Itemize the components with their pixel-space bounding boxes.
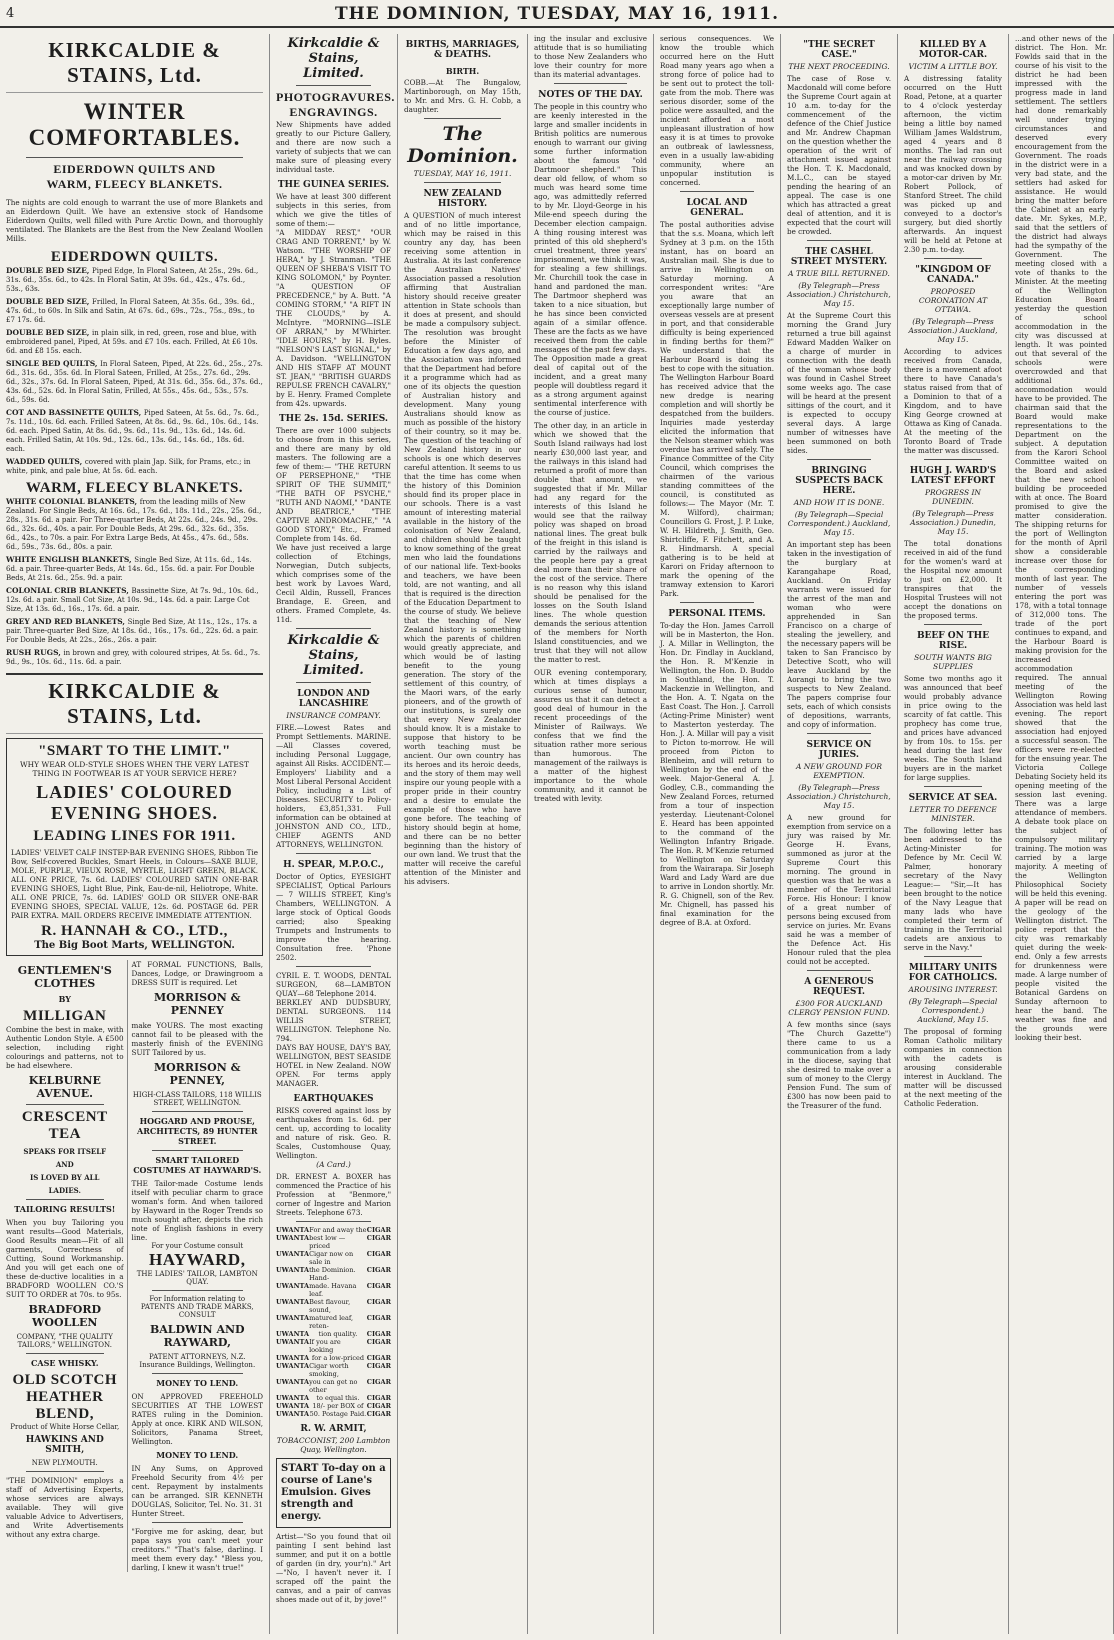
arousing-sub: AROUSING INTEREST.: [908, 985, 998, 994]
continued-text: serious consequences. We know the trouble which occurred here on the Hutt Road many years ago when a strong force of police had to be sent out to protect the toll-gate from the mob. There was serious disorder, some of the police were assaulted, and the incident afforded a most unpleasant illustration of how easy it is at times to provoke an outbreak of lawlessness, even in a usually law-abiding community, where an unpopular institution is concerned.: [660, 34, 774, 187]
divider: [807, 240, 871, 241]
blanket-item-name: WHITE COLONIAL BLANKETS,: [6, 497, 140, 506]
series2-text-2: We have just received a large collection of Etchings, Norwegian, Dutch subjects, which comprises some of the best work by Lavoes Ward, Cecil Aldin, Russell, Frances Brandage, E. Green, and others. Framed Complete, 4s. 11d.: [276, 543, 391, 624]
photo-text: New Shipments have added greatly to our Picture Gallery, and there are now such a variety of subjects that we can make sure of pleasing every individual taste.: [276, 120, 391, 174]
generous-heading: A GENEROUS REQUEST.: [804, 977, 874, 997]
uwanta-brand: UWANTA: [276, 1378, 310, 1386]
divider: [554, 83, 627, 84]
uwanta-copy: you can get no other: [309, 1378, 358, 1394]
uwanta-cigar: CIGAR: [366, 1226, 391, 1234]
milligan-name: MILLIGAN: [23, 1008, 107, 1024]
blanket-item: [6, 586, 263, 614]
divider: [807, 970, 871, 971]
hawkins-name: HAWKINS AND SMITH,: [25, 1435, 104, 1455]
quilts-heading: EIDERDOWN QUILTS.: [50, 249, 219, 265]
continued-text: ing the insular and exclusive attitude that is so humiliating to those New Zealanders who love their country for more than its material advantages.: [534, 34, 647, 79]
hayward-sub: THE LADIES' TAILOR, LAMBTON QUAY.: [136, 1270, 258, 1286]
smart-tailored-text: THE Tailor-made Costume lends itself with peculiar charm to grace woman's form. And when tailored by Hayward in the Roger Trends so much sought after, depicts the rich note of English fashions in every line.: [131, 1179, 263, 1242]
kirkcaldie-shoes-advert: [6, 673, 263, 734]
hawkins-sub: NEW PLYMOUTH.: [31, 1459, 98, 1467]
nz-history-body: A QUESTION of much interest and of no little importance, which may be raised in this country any day, has been receiving some attention in Australia. At its last conference the Australian Natives' Association passed a resolution affirming that Australian history should receive greater attention in State schools than it does at present, and should be made a compulsory subject. The resolution was brought before the Minister of Education a few days ago, and the Association was informed that the Department had before it a programme which had as one of its objects the question of Australian history and development. Many young Australians should know as much as possible of the history of their country, so it may be. The question of the teaching of New Zealand history in our schools is one which deserves careful attention. It seems to us that the time has come when the history of this Dominion should find its proper place in our schools. There is a vast amount of interesting material available in the history of the colonisation of New Zealand, and children should be taught to know something of the great men who laid the foundations of our national life. Text-books and teachers, we have been told, are not wanting, and all that is required is the direction of the Education Department to the course of study. We believe that the teaching of New Zealand history is something which the parents of children would greatly appreciate, and which would be of lasting benefit to the young generation. The story of the settlement of this country, of the Maori wars, of the early pioneers, and of the growth of our institutions, is surely one that every New Zealander should know. It is a mistake to suppose that history to be worth teaching must be ancient. Our own country has its heroes and its heroic deeds, and the story of them may well inspire our young people with a proper pride in their country and a desire to emulate the example of those who have gone before. The teaching of history should begin at home, and there can be no better beginning than the history of our own land. We trust that the matter will receive the careful attention of the Minister and his advisers.: [404, 211, 521, 886]
uwanta-copy: for a low-priced: [311, 1354, 365, 1362]
quilt-item-desc: covered with plain Jap. Silk, for Prams, etc.; in white, pink, and pale blue, At 5s. 6d. each.: [6, 458, 251, 475]
divider: [152, 1290, 243, 1291]
divider: [296, 85, 371, 86]
tea-line-2: AND: [55, 1160, 74, 1169]
uwanta-row: [276, 1234, 391, 1250]
hayward-name: HAYWARD,: [149, 1250, 246, 1269]
uwanta-copy: If you are looking: [309, 1338, 341, 1354]
column-8: [1009, 34, 1114, 1634]
column-5: [654, 34, 781, 1634]
small-ads-left: [6, 960, 128, 1572]
sea-body: The following letter has been addressed to the Acting-Minister for Defence by Mr. Cecil W. Palmer, honorary secretary of the Navy League:— "Sir,—It has been brought to the notice of the Navy League that many lads who have completed their term of training in the Territorial cadets are anxious to serve in the Navy.": [904, 826, 1002, 952]
blanket-item-desc: from the leading mills of New Zealand. For Single Beds, At 16s. 6d., 17s. 6d., 18s. 11d., 22s., 25s. 6d., 28s., 31s. 6d. a pair. For Three-quarter Beds, At 22s. 6d., 24s. 9d., 29s. 6d., 32s. 6d., 40s. a pair. For Double Beds, At 29s. 6d., 32s. 6d., 35s. 6d., 42s., to 70s. a pair. For Extra Large Beds, At 45s., 47s. 6d., 58s. 6d., 59s., 73s. 6d., 80s. a pair.: [6, 498, 262, 551]
guinea-text: We have at least 300 different subjects in this series, from which we give the titles of some of them:—: [276, 192, 391, 228]
births-heading: BIRTHS, MARRIAGES, & DEATHS.: [405, 40, 520, 60]
money-heading-2: MONEY TO LEND.: [156, 1450, 239, 1460]
by-label: BY: [58, 994, 71, 1004]
whisky-name-1: OLD SCOTCH: [12, 1372, 118, 1388]
quilt-item: [6, 297, 263, 325]
cashel-body: At the Supreme Court this morning the Grand Jury returned a true bill against Edward Madden Walker on a charge of murder in connection with the death of the woman whose body was found in Cashel Street some weeks ago. The case will be heard at the present sittings of the court, and it is expected to occupy several days. A large number of witnesses have been summoned on both sides.: [787, 311, 891, 455]
quilt-item-desc: in plain silk, in red, green, rose and blue, with embroidered panel, Piped, At 59s. and £7 10s. each. Frilled, At £6 10s. 6d. and £8 15s. each.: [6, 329, 258, 355]
uwanta-brand: UWANTA: [276, 1402, 310, 1410]
uwanta-brand: UWANTA: [276, 1250, 310, 1258]
juries-body: A new ground for exemption from service on a jury was raised by Mr. George H. Evans, summoned as juror at the Supreme Court this morning. The ground in question was that he was a member of the Territorial Force. His Honour: I know of a great number of persons being excused from service on juries. Mr. Evans said he was a member of the Defence Act. His Honour ruled that the plea could not be accepted.: [787, 813, 891, 966]
quilt-item: [6, 408, 263, 454]
uwanta-brand: UWANTA: [276, 1298, 310, 1306]
dunedin-sub: PROGRESS IN DUNEDIN.: [924, 488, 981, 506]
uwanta-copy: For and away the: [309, 1226, 367, 1234]
uwanta-copy: made. Havana leaf.: [309, 1282, 357, 1298]
blankets-heading: WARM, FLEECY BLANKETS.: [25, 480, 244, 496]
victim-sub: VICTIM A LITTLE BOY.: [908, 62, 998, 71]
secret-case-body: The case of Rose v. Macdonald will come before the Supreme Court again at 10 a.m. to-day for the commencement of the defence of the Chief Justice and Mr. Andrew Chapman on the question whether the operation of the writ of attachment issued against the Hon. T. K. Macdonald, M.L.C., can be stayed pending the hearing of an appeal. The case is one which has attracted a great deal of attention, and it is expected that the court will be crowded.: [787, 74, 891, 236]
blanket-item-desc: Bassinette Size, At 7s. 9d., 10s. 6d., 12s. 6d. a pair. Small Cot Size, At 10s. 9d., 14s. 6d. a pair. Large Cot Size, At 13s. 6d., 16s., 17s. 6d. a pair.: [6, 587, 259, 613]
london-heading: LONDON AND LANCASHIRE: [297, 689, 370, 709]
how-done: AND HOW IT IS DONE.: [793, 498, 885, 507]
killed-heading: KILLED BY A MOTOR-CAR.: [918, 40, 988, 60]
uwanta-cigar: CIGAR: [366, 1314, 391, 1322]
uwanta-cigar: CIGAR: [366, 1354, 391, 1362]
divider: [26, 1471, 104, 1472]
smart-subheading: WHY WEAR OLD-STYLE SHOES WHEN THE VERY LATEST THING IN FOOTWEAR IS AT YOUR SERVICE HERE?: [19, 760, 250, 778]
birth-text: COBB.—At The Bungalow, Martinborough, on May 15th, to Mr. and Mrs. G. H. Cobb, a daughter.: [404, 78, 521, 114]
divider: [924, 459, 982, 460]
spear-text: Doctor of Optics, EYESIGHT SPECIALIST, Optical Parlours— 7 WILLIS STREET, King's Chambers, WELLINGTON. A large stock of Optical Goods carried; also Speaking Trumpets and Instruments to improve the hearing. Consultation free. 'Phone 2502.: [276, 872, 391, 962]
blanket-item-desc: in brown and grey, with coloured stripes, At 5s. 6d., 7s. 9d., 9s., 10s. 6d., 11s. 6d. a pair.: [6, 649, 261, 666]
forgive-joke: "Forgive me for asking, dear, but papa says you can't meet your creditors." "That's false, darling. I meet them every day." "Bless you, darling, I knew it wasn't true!": [131, 1527, 263, 1572]
hannah-subtitle: The Big Boot Marts, WELLINGTON.: [34, 940, 235, 951]
artist-joke: Artist—"So you found that oil painting I sent behind last summer, and put it on a bottle of garden (in dry, your'n)." Art—"No, I haven't never it. I scraped off the paint the canvas, and a pair of canvas shoes made out of it, by jove!": [276, 1532, 391, 1604]
guinea-heading: THE GUINEA SERIES.: [277, 180, 390, 190]
blanket-item-name: COLONIAL CRIB BLANKETS,: [6, 586, 132, 595]
uwanta-row: [276, 1314, 391, 1330]
patents-heading: For Information relating to PATENTS AND TRADE MARKS, CONSULT: [140, 1295, 254, 1319]
smart-tailored: SMART TAILORED COSTUMES AT HAYWARD'S.: [133, 1155, 262, 1175]
uwanta-copy: Cigar now on sale in: [309, 1250, 354, 1266]
divider: [680, 191, 754, 192]
blanket-list: [6, 497, 263, 667]
quilt-item: [6, 266, 263, 294]
uwanta-copy: best low — priced: [309, 1234, 346, 1250]
quilt-item-desc: In Floral Sateen, Piped, At 22s. 6d., 25s., 27s. 6d., 31s. 6d., 35s. 6d. In Floral Sateen, Frilled, At 25s., 27s. 6d., 29s. 6d., 32s., 37s. 6d. In Floral Sateen, Piped, At 31s. 6d., 35s. 6d., 37s. 6d., 43s. 6d., 52s. 6d. In Floral Satin, Frilled, At 55s., 45s. 6d., 53s., 57s. 6d., 59s. 6d.: [6, 360, 263, 404]
uwanta-brand: UWANTA: [276, 1330, 310, 1338]
boxer-advert: DR. ERNEST A. BOXER has commenced the Practice of his Profession at "Benmore," corner of Ingestre and Marion Streets. Telephone 673.: [276, 1172, 391, 1217]
page-number: 4: [6, 6, 15, 21]
tea-line-4: LADIES.: [48, 1186, 81, 1195]
uwanta-cigar: CIGAR: [366, 1394, 391, 1402]
firm-name: KIRKCALDIE & STAINS, Ltd.: [48, 38, 221, 87]
uwanta-cigar: CIGAR: [366, 1266, 391, 1274]
quilt-item-name: WADDED QUILTS,: [6, 457, 85, 466]
series2-text: There are over 1000 subjects to choose from in this series, and there are many by old masters. The following are a few of them:— "THE RETURN OF PERSEPHONE," "THE SPIRIT OF THE SUMMIT," "THE BATH OF PSYCHE," "RUTH AND NAOMI," "DANTE AND BEATRICE," "THE CAPTIVE ANDROMACHE," "A GOOD STORY," Etc., Framed Complete from 14s. 6d.: [276, 426, 391, 543]
divider: [296, 628, 371, 629]
suspects-body: An important step has been taken in the investigation of the burglary at Karangahape Road, Auckland. On Friday warrants were issued for the arrest of the man and woman who were apprehended in San Francisco on a charge of stealing the jewellery, and the necessary papers will be taken to San Francisco by Detective Scott, who will leave Auckland by the Aorangi to bring the two suspects to New Zealand. The papers comprise four sets, each of which consists of depositions, warrants, and copy of information.: [787, 540, 891, 729]
card-label: (A Card.): [316, 1160, 351, 1169]
tailoring-text: When you buy Tailoring you want results—Good Materials, Good Results mean—Fit of all garments, Correctness of Cutting, Sound Workmanship. And you will get each one of these de-ductive localities in a BRADFORD WOOLLEN CO.'S SUIT TO ORDER at 70s. to 95s.: [6, 1218, 124, 1299]
letter-sub: LETTER TO DEFENCE MINISTER.: [909, 805, 997, 823]
uwanta-cigar: CIGAR: [366, 1378, 391, 1386]
series2-heading: THE 2s. 15d. SERIES.: [278, 414, 389, 424]
quilt-item-desc: Piped Edge, In Floral Sateen, At 25s., 29s. 6d., 31s. 6d., 35s. 6d., to 42s. In Floral Satin, At 39s. 6d., 42s., 47s. 6d., 53s., 63s.: [6, 267, 259, 293]
paper-title: The Dominion.: [407, 123, 518, 167]
uwanta-brand: UWANTA: [276, 1282, 310, 1290]
morrison-name: MORRISON & PENNEY: [154, 991, 241, 1017]
suspects-heading: BRINGING SUSPECTS BACK HERE.: [795, 466, 883, 496]
blanket-item-desc: Single Bed Size, At 11s., 12s., 17s. a pair. Three-quarter Bed Size, At 18s. 6d., 16s., 17s. 6d., 22s. 6d. a pair. For Double Beds, At 22s., 26s., 26s. a pair.: [6, 618, 259, 644]
tailoring-heading: TAILORING RESULTS!: [14, 1204, 116, 1214]
quilt-item-desc: Frilled, In Floral Sateen, At 35s. 6d., 39s. 6d., 47s. 6d., to 60s. In Silk and Satin, At 67s. 6d., 69s., 72s., 75s., 89s., to £7 17s. 6d.: [6, 298, 255, 324]
uwanta-row: [276, 1338, 391, 1354]
guinea-list: "A MIDDAY REST," "OUR CRAG AND TORRENT," by W. Watson. "THE WORSHIP OF HERA," by J. Stranman. "THE QUEEN OF SHEBA'S VISIT TO KING SOLOMON," by Poynter. "A QUESTION OF PRECEDENCE," by A. Butt. "A COMING STORM," "A RIFT IN THE CLOUDS," by A. McIntyre. "MORNING—ISLE OF ARRAN," by M'Whirter. "IDLE HOURS," by H. Byles. "NELSON'S LAST SIGNAL," by A. Davidson. "WELLINGTON AND HIS STAFF AT MOUNT ST. JEAN," "BRITISH GUARDS REPULSE FRENCH CAVALRY," by E. Henry. Framed Complete from 42s. upwards.: [276, 228, 391, 408]
ward-heading: HUGH J. WARD'S LATEST EFFORT: [909, 466, 997, 486]
uwanta-row: [276, 1402, 391, 1410]
telegraph-3: (By Telegraph—Special Correspondent.) Auckland, May 15.: [908, 997, 998, 1024]
uwanta-row: [276, 1282, 391, 1298]
quilt-item-name: DOUBLE BED SIZE,: [6, 297, 93, 306]
eiderdown-subheading: EIDERDOWN QUILTS AND WARM, FLEECY BLANKETS.: [46, 162, 223, 191]
small-ads-right: [132, 960, 263, 1572]
whisky-top: CASE WHISKY.: [31, 1358, 99, 1368]
milligan-text: Combine the best in make, with Authentic London Style. A £500 selection, including right colourings and patterns, not to be had elsewhere.: [6, 1025, 124, 1070]
blanket-item: [6, 617, 263, 645]
quilt-item-desc: Piped Sateen, At 5s. 6d., 7s. 6d., 7s. 11d., 10s. 6d. each. Frilled Sateen, At 8s. 6d., 9s. 6d., 10s. 6d., 14s. 6d. each. Piped Satin, At 8s. 6d., 9s. 6d., 11s. 9d., 13s. 6d., 14s. 6d. each. Frilled Satin, At 10s. 9d., 12s. 6d., 13s. 6d., 14s. 6d., 18s. 6d. each.: [6, 409, 260, 453]
winter-intro: The nights are cold enough to warrant the use of more Blankets and an Eiderdown Quilt. We have an extensive stock of Handsome Eiderdown Quilts, well filled with Pure Arctic Down, and thoroughly ventilated. The Blankets are the Best from the New Zealand Woollen Mills.: [6, 198, 263, 243]
divider: [924, 786, 982, 787]
uwanta-row: [276, 1394, 391, 1402]
notes-body-1: The people in this country who are keenly interested in the large and smaller incidents in British politics are numerous enough to warrant our giving some further information about the famous "old Dartmoor shepherd." This dear old fellow, of whom so much was heard some time ago, was admittedly referred to by Mr. Lloyd-George in his Mile-end speech during the December election campaign. A thing rousing interest was printed of this old shepherd's cruel treatment, three years' imprisonment, we think it was, for stealing a few shillings. Mr. Churchill took the case in hand and pardoned the man. The Dartmoor shepherd was taken to a nice situation, but he has since been convicted again of a similar offence. These are the facts as we have received them from the cable messages of the past few days. The Opposition made a great deal of capital out of the incident, and a great many people will doubtless regard it as a strong argument against sentimental interference with the course of justice.: [534, 102, 647, 417]
uwanta-row: [276, 1354, 391, 1362]
winter-heading: WINTER COMFORTABLES.: [28, 99, 241, 150]
telegraph-1: (By Telegraph—Press Association.) Christchurch, May 15.: [787, 281, 891, 308]
morrison-address: HIGH-CLASS TAILORS, 118 WILLIS STREET, WELLINGTON.: [132, 1091, 262, 1107]
column-2: [270, 34, 398, 1634]
divider: [152, 1150, 243, 1151]
divider: [424, 182, 501, 183]
blanket-item-name: WHITE ENGLISH BLANKETS,: [6, 555, 135, 564]
telegraph-2: (By Telegraph—Special Correspondent.) Auckland, May 15.: [787, 510, 891, 537]
shoe-descriptions: LADIES' VELVET CALF INSTEP-BAR EVENING SHOES, Ribbon Tie Bow, Self-covered Buckles, Smart Heels, in Colours—SAXE BLUE, MOLE, PURPLE, VIEUX ROSE, MYRTLE, LIGHT GREEN, BLACK. ALL ONE PRICE, 7s. 6d. LADIES' COLOURED SATIN ONE-BAR EVENING SHOES, Light Blue, Pink, Eau-de-nil, Heliotrope, White. ALL ONE PRICE, 7s. 6d. LADIES' GOLD OR SILVER ONE-BAR EVENING SHOES, SPECIAL VALUE, 12s. 6d. POSTAGE 6d. PER PAIR EXTRA. MAIL ORDERS RECEIVE IMMEDIATE ATTENTION.: [11, 848, 258, 920]
telegraph-2: (By Telegraph—Press Association.) Dunedin, May 15.: [910, 509, 996, 536]
blanket-item-name: RUSH RUGS,: [6, 648, 64, 657]
kingdom-body: According to advices received from Canada, there is a movement afoot there to have Canada's status raised from that of a Dominion to that of a Kingdom, and to have King George crowned at Ottawa as King of Canada. At the meeting of the Toronto Board of Trade the matter was discussed.: [904, 347, 1002, 455]
divider: [152, 1373, 243, 1374]
newspaper-title: THE DOMINION, TUESDAY, MAY 16, 1911.: [334, 4, 780, 24]
sea-heading: SERVICE AT SEA.: [908, 793, 998, 803]
uwanta-copy: tion quality.: [318, 1330, 358, 1338]
beef-heading: BEEF ON THE RISE.: [916, 631, 990, 651]
local-body: The postal authorities advise that the s.s. Moana, which left Sydney at 3 p.m. on the 15th instant, has on board an Australian mail. She is due to arrive in Wellington on Saturday morning. A correspondent writes: "Are you aware that an exceptionally large number of overseas vessels are at present in port, and that considerable difficulty is being experienced in finding berths for them?" We understand that the Harbour Board is doing its best to cope with the situation. The Wellington Harbour Board has received advice that the new dredge is nearing completion and will shortly be despatched from the builders. Inquiries made yesterday elicited the information that the Nelson steamer which was overdue has arrived safely. The Finance Committee of the City Council, which comprises the chairmen of the various standing committees of the council, is constituted as follows:— The Mayor (Mr. T. M. Wilford), chairman; Councillors G. Frost, J. P. Luke, W. H. Hildreth, J. Smith, Geo. Shirtcliffe, F. Fitchett, and A. R. Hindmarsh. A special gathering is to be held at Karori on Friday afternoon to mark the opening of the tramway extension to Karori Park.: [660, 220, 774, 598]
dominion-notice: "THE DOMINION" employs a staff of Advertising Experts, whose services are always available. They will give valuable Advice to Advertisers, and Write Advertisements without any extra charge.: [6, 1476, 124, 1539]
armit-name: R. W. ARMIT,: [300, 1424, 367, 1434]
whisky-product: Product of White Horse Cellar,: [10, 1423, 120, 1431]
divider: [26, 157, 243, 158]
kingdom-heading: "KINGDOM OF CANADA.": [915, 265, 991, 285]
morrison-name-2: MORRISON & PENNEY,: [154, 1061, 241, 1087]
uwanta-cigar: CIGAR: [366, 1410, 391, 1418]
uwanta-copy: matured leaf, reten-: [309, 1314, 354, 1330]
killed-body: A distressing fatality occurred on the Hutt Road, Petone, at a quarter to 4 o'clock yesterday afternoon, the victim being a little boy named William James Waldstrum, aged 4 years and 8 months. The lad ran out near the railway crossing and was knocked down by a motor-car driven by Mr. Robert Pollock, of Stanford Street. The child was picked up and conveyed to a doctor's surgery, but died shortly afterwards. An inquest will be held at Petone at 2.30 p.m. to-day.: [904, 74, 1002, 254]
personal-heading: PERSONAL ITEMS.: [668, 609, 766, 619]
photogravures-heading: PHOTOGRAVURES.: [276, 90, 395, 104]
blanket-item: [6, 555, 263, 583]
uwanta-cigar: CIGAR: [366, 1362, 391, 1370]
quilt-item: [6, 359, 263, 405]
firm-name-2: KIRKCALDIE & STAINS, Ltd.: [48, 679, 221, 728]
bradford-name: BRADFORD WOOLLEN: [28, 1303, 102, 1329]
london-sub: INSURANCE COMPANY.: [286, 711, 381, 720]
quilt-item: [6, 457, 263, 476]
berkley-advert: BERKLEY AND DUDSBURY, DENTAL SURGEONS. 114 WILLIS STREET, WELLINGTON. Telephone No. 794.: [276, 998, 391, 1043]
blanket-item: [6, 497, 263, 552]
blanket-item-name: GREY AND RED BLANKETS,: [6, 617, 128, 626]
uwanta-copy: the Dominion. Hand-: [309, 1266, 356, 1282]
divider: [807, 733, 871, 734]
kingdom-sub: PROPOSED CORONATION AT OTTAWA.: [918, 287, 988, 314]
uwanta-copy: Best flavour, sound,: [309, 1298, 351, 1314]
uwanta-brand: UWANTA: [276, 1234, 310, 1242]
military-heading: MILITARY UNITS FOR CATHOLICS.: [908, 963, 998, 983]
woods-advert: CYRIL E. T. WOODS, DENTAL SURGEON, 68—LAMBTON QUAY—68 Telephone 2014.: [276, 971, 391, 998]
gents-clothes: GENTLEMEN'S CLOTHES: [17, 964, 112, 990]
divider: [26, 1104, 104, 1105]
uwanta-brand: UWANTA: [276, 1226, 310, 1234]
divider: [924, 258, 982, 259]
generous-body: A few months since (says "The Church Gazette") there came to us a communication from a lady in the diocese, saying that she desired to make over a sum of money to the Clergy Pension Fund. The sum of £300 has now been paid to the Treasurer of the fund.: [787, 1020, 891, 1110]
uwanta-row: [276, 1250, 391, 1266]
column-6: [781, 34, 898, 1634]
divider: [807, 459, 871, 460]
notes-body-2: The other day, in an article in which we showed that the South Island railways had lost nearly £30,000 last year, and the railways in this island had returned a profit of more than double that amount, we suggested that if Mr. Millar had any regard for the interests of this Island he would see that the railway policy was shaped on broad national lines. The great bulk of the freight in this island is carried by the railways and the people here pay a great deal more than their share of the cost of the service. There is no reason why this island should be penalised for the losses on the South Island lines. The whole question demands the serious attention of the members for North Island constituencies, and we trust that they will not allow the matter to rest.: [534, 421, 647, 664]
divider: [152, 1111, 243, 1112]
uwanta-cigar: CIGAR: [366, 1330, 391, 1338]
tea-line-1: SPEAKS FOR ITSELF: [23, 1147, 107, 1156]
uwanta-brand: UWANTA: [276, 1394, 310, 1402]
hannah-advert: [6, 738, 263, 956]
uwanta-brand: UWANTA: [276, 1338, 310, 1346]
baldwin-name: BALDWIN AND RAYWARD,: [149, 1323, 245, 1349]
armit-sub: TOBACCONIST, 200 Lambton Quay, Wellington.: [276, 1436, 391, 1454]
telegraph-1: (By Telegraph—Press Association.) Auckland, May 15.: [908, 317, 998, 344]
earthquakes-text: RISKS covered against loss by earthquakes from 1s. 6d. per cent. up, according to locality and nature of risk. Geo. R. Scales, Customhouse Quay, Wellington.: [276, 1106, 391, 1160]
divider: [924, 624, 982, 625]
divider: [296, 966, 371, 967]
nz-history-heading: NEW ZEALAND HISTORY.: [423, 189, 502, 209]
uwanta-cigar: CIGAR: [366, 1234, 391, 1242]
divider: [152, 1522, 243, 1523]
baldwin-sub: PATENT ATTORNEYS, N.Z. Insurance Buildings, Wellington.: [139, 1353, 256, 1369]
notes-heading: NOTES OF THE DAY.: [538, 90, 643, 100]
london-text: FIRE.—Lowest Rates and Prompt Settlements. MARINE.—All Classes covered, including Personal Luggage, against All Risks. ACCIDENT.—Employers' Liability and a Most Liberal Personal Accident Policy, including a List of Diseases. SECURITY to Policy-holders, £3,851,331. Full information can be obtained at JOHNSTON AND CO., LTD., CHIEF AGENTS AND ATTORNEYS, WELLINGTON.: [276, 723, 391, 849]
blanket-item: [6, 648, 263, 667]
uwanta-copy: 18/- per BOX of: [312, 1402, 364, 1410]
divider: [296, 682, 371, 683]
south-sub: SOUTH WANTS BIG SUPPLIES: [914, 653, 992, 671]
next-proceeding: THE NEXT PROCEEDING.: [788, 62, 890, 71]
uwanta-copy: Cigar worth smoking,: [309, 1362, 349, 1378]
column-4: [528, 34, 654, 1634]
uwanta-row: [276, 1378, 391, 1394]
firm-name-2: Kirkcaldie & Stains, Limited.: [287, 633, 380, 678]
divider: [424, 118, 501, 119]
leading-lines-heading: LEADING LINES FOR 1911.: [33, 828, 236, 844]
days-bay-advert: DAYS BAY HOUSE, DAY'S BAY, WELLINGTON, BEST SEASIDE HOTEL in New Zealand. NOW OPEN. For terms apply MANAGER.: [276, 1043, 391, 1088]
smart-heading: "SMART TO THE LIMIT.": [38, 743, 231, 759]
kirkcaldie-advert: [6, 34, 263, 93]
for-costume: For your Costume consult: [151, 1242, 244, 1250]
uwanta-brand: UWANTA: [276, 1314, 310, 1322]
generous-sub: £300 FOR AUCKLAND CLERGY PENSION FUND.: [788, 999, 890, 1017]
uwanta-row: [276, 1298, 391, 1314]
uwanta-copy: 50. Postage Paid.: [309, 1410, 367, 1418]
whisky-name-2: HEATHER BLEND,: [26, 1389, 104, 1422]
uwanta-cigar: CIGAR: [366, 1282, 391, 1290]
masthead: [0, 0, 1114, 28]
uwanta-row: [276, 1330, 391, 1338]
uwanta-cigar-advert: [276, 1226, 391, 1418]
quilt-item-name: SINGLE BED QUILTS,: [6, 359, 101, 368]
cashel-heading: THE CASHEL STREET MYSTERY.: [790, 247, 888, 267]
exemption: A NEW GROUND FOR EXEMPTION.: [796, 762, 882, 780]
military-body: The proposal of forming Roman Catholic military companies in connection with the cadets is arousing considerable interest in Auckland. The matter will be discussed at the next meeting of the Catholic Federation.: [904, 1027, 1002, 1108]
secret-case-heading: "THE SECRET CASE.": [803, 40, 875, 60]
uwanta-row: [276, 1362, 391, 1378]
blanket-item-desc: Single Bed Size, At 11s. 6d., 14s. 6d. a pair. Three-quarter Beds, At 14s. 6d., 15s. 6d. a pair. For Double Beds, At 21s. 6d., 25s. 9d. a pair.: [6, 556, 255, 582]
firm-name: Kirkcaldie & Stains, Limited.: [287, 36, 380, 81]
column-7: [898, 34, 1009, 1634]
uwanta-brand: UWANTA: [276, 1266, 310, 1274]
money-text-2: IN Any Sums, on Approved Freehold Security from 4½ per cent. Repayment by instalments can be arranged. SIR KENNETH DOUGLAS, Solicitor, Tel. No. 31. 31 Hunter Street.: [131, 1464, 263, 1518]
functions-text: AT FORMAL FUNCTIONS, Balls, Dances, Lodge, or Drawingroom a DRESS SUIT is required. Let: [131, 960, 263, 987]
uwanta-brand: UWANTA: [276, 1354, 310, 1362]
uwanta-brand: UWANTA: [276, 1362, 310, 1370]
ladies-heading: LADIES' COLOURED EVENING SHOES.: [36, 782, 233, 823]
local-heading: LOCAL AND GENERAL.: [686, 198, 748, 218]
tea-line-3: IS LOVED BY ALL: [30, 1173, 100, 1182]
kelburne-label: KELBURNE AVENUE.: [28, 1074, 101, 1100]
spear-heading: H. SPEAR, M.P.O.C.,: [283, 860, 384, 870]
quilt-item: [6, 328, 263, 356]
uwanta-row: [276, 1410, 391, 1418]
morrison-text: make YOURS. The most exacting cannot fail to be pleased with the masterly finish of the EVENING SUIT Tailored by us.: [131, 1021, 263, 1057]
column-3: [398, 34, 528, 1634]
uwanta-copy: to equal this.: [316, 1394, 360, 1402]
personal-body: To-day the Hon. James Carroll will be in Masterton, the Hon. J. A. Millar in Wellington, the Hon. Dr. Findlay in Auckland, the Hon. R. M'Kenzie in Wellington, the Hon. D. Buddo in Southland, the Hon. T. Mackenzie in Wellington, and the Hon. A. T. Ngata on the East Coast. The Hon. J. Carroll (Acting-Prime Minister) went to Masterton yesterday. The Hon. J. A. Millar will pay a visit to Picton to-morrow. He will proceed from Picton to Blenheim, and will return to Wellington by the end of the week. Major-General A. J. Godley, C.B., commanding the New Zealand Forces, returned from a tour of inspection yesterday. Lieutenant-Colonel E. Heard has been appointed to the command of the Wellington Infantry Brigade. The Hon. R. M'Kenzie returned to Wellington on Saturday from the Wairarapa. Sir Joseph Ward and Lady Ward are due to arrive in London shortly. Mr. R. G. Chignell, son of the Rev. Mr. Chignell, has passed his final examination for the degree of B.A. at Oxford.: [660, 621, 774, 927]
uwanta-cigar: CIGAR: [366, 1402, 391, 1410]
divider: [26, 1199, 104, 1200]
paper-date: TUESDAY, MAY 16, 1911.: [413, 169, 512, 178]
true-bill: A TRUE BILL RETURNED.: [788, 269, 890, 278]
hannah-name: R. HANNAH & CO., LTD.,: [41, 923, 228, 939]
uwanta-cigar: CIGAR: [366, 1298, 391, 1306]
hoggard-advert: HOGGARD AND PROUSE, ARCHITECTS, 89 HUNTER STREET.: [137, 1116, 258, 1146]
juries-heading: SERVICE ON JURIES.: [806, 740, 872, 760]
uwanta-brand: UWANTA: [276, 1410, 310, 1418]
uwanta-row: [276, 1226, 391, 1234]
engravings-heading: ENGRAVINGS.: [289, 105, 378, 119]
money-text-1: ON APPROVED FREEHOLD SECURITIES AT THE LOWEST RATES ruling in the Dominion. Apply at once. KIRK AND WILSON, Solicitors, Panama Street, Wellington.: [131, 1392, 263, 1446]
uwanta-row: [276, 1266, 391, 1282]
uwanta-cigar: CIGAR: [366, 1250, 391, 1258]
district-news-body: ...and other news of the district. The Hon. Mr. Fowlds said that in the course of his visit to the district he had been impressed with the progress made in land settlement. The settlers had done remarkably well under trying circumstances and deserved every encouragement from the Government. The roads in the district were in a very bad state, and the settlers had asked for assistance. He would bring the matter before the Cabinet at an early date. Mr. Sykes, M.P., said that the settlers of the district had always had the sympathy of the Government. The meeting closed with a vote of thanks to the Minister. At the meeting of the Wellington Education Board yesterday the question of school accommodation in the city was discussed at length. It was pointed out that several of the schools were overcrowded and that additional accommodation would have to be provided. The chairman said that the Board would make representations to the Department on the subject. A deputation from the Karori School Committee waited on the Board and asked that the new school building be proceeded with at once. The Board promised to give the matter consideration. The shipping returns for the port of Wellington for the month of April show a considerable increase over those for the corresponding month of last year. The number of vessels entering the port was 178, with a total tonnage of 312,000 tons. The trade of the port continues to expand, and the Harbour Board is making provision for the increased accommodation required. The annual meeting of the Wellington Rowing Association was held last evening. The report showed that the association had enjoyed a successful season. The officers were re-elected for the ensuing year. The Victoria College Debating Society held its opening meeting of the session last evening. There was a large attendance of members. A debate took place on the subject of compulsory military training. The motion was carried by a large majority. A meeting of the Wellington Philosophical Society will be held this evening. A paper will be read on the geology of the Wellington district. The police report that the city was remarkably quiet during the week-end. Only a few arrests for drunkenness were made. A large number of people visited the Botanical Gardens on Sunday afternoon to hear the band. The weather was fine and the grounds were looking their best.: [1015, 34, 1107, 1042]
dunedin-body: The total donations received in aid of the fund for the women's ward at the Hospital now amount to just on £2,000. It transpires that the Hospital Trustees will not accept the donations on the proposed terms.: [904, 539, 1002, 620]
telegraph-3: (By Telegraph—Press Association.) Christchurch, May 15.: [787, 783, 891, 810]
divider: [296, 853, 371, 854]
tea-name: CRESCENT TEA: [21, 1109, 108, 1142]
divider: [924, 956, 982, 957]
earthquakes-heading: EARTHQUAKES: [293, 1094, 374, 1104]
divider: [26, 1353, 104, 1354]
notes-body-3: OUR evening contemporary, which at times displays a curious sense of humour, assures us that it can detect a good deal of humour in the recent proceedings of the Minister of Railways. We confess that we find the situation rather more serious than humorous. The management of the railways is a matter of the highest importance to the whole community, and it cannot be treated with levity.: [534, 668, 647, 803]
lane-emulsion-advert: START To-day on a course of Lane's Emulsion. Gives strength and energy.: [276, 1458, 391, 1528]
column-1: [0, 34, 270, 1634]
quilt-list: [6, 266, 263, 476]
beef-body: Some two months ago it was announced that beef would probably advance in price owing to the scarcity of fat cattle. This prophecy has come true, and prices have advanced by from 10s. to 15s. per head during the last few weeks. The South Island buyers are in the market for large supplies.: [904, 674, 1002, 782]
bradford-subtitle: COMPANY, "THE QUALITY TAILORS," WELLINGTON.: [16, 1333, 113, 1349]
birth-label: BIRTH.: [445, 66, 480, 76]
divider: [296, 1221, 371, 1222]
uwanta-cigar: CIGAR: [366, 1338, 391, 1346]
quilt-item-name: DOUBLE BED SIZE,: [6, 328, 93, 337]
divider: [680, 602, 754, 603]
quilt-item-name: COT AND BASSINETTE QUILTS,: [6, 408, 144, 417]
quilt-item-name: DOUBLE BED SIZE,: [6, 266, 93, 275]
money-heading-1: MONEY TO LEND.: [156, 1378, 239, 1388]
